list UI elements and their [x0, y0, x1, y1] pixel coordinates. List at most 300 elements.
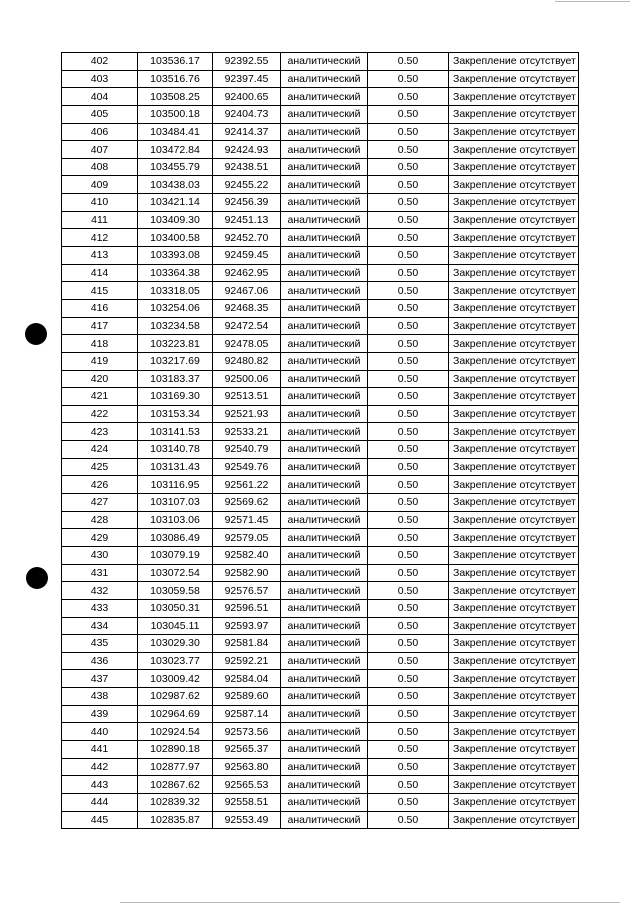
point-number-cell: 427 [62, 494, 138, 512]
y-coordinate-cell: 92553.49 [213, 811, 281, 829]
method-cell: аналитический [281, 317, 368, 335]
y-coordinate-cell: 92571.45 [213, 511, 281, 529]
punch-hole-mark [26, 567, 48, 589]
table-row [62, 458, 579, 476]
x-coordinate-cell: 103079.19 [138, 546, 213, 564]
point-number-cell: 433 [62, 599, 138, 617]
x-coordinate-cell: 103023.77 [138, 652, 213, 670]
error-cell: 0.50 [368, 793, 449, 811]
table-row [62, 494, 579, 512]
point-number-cell: 408 [62, 158, 138, 176]
table-row [62, 388, 579, 406]
y-coordinate-cell: 92589.60 [213, 688, 281, 706]
fixation-cell: Закрепление отсутствует [449, 247, 579, 265]
x-coordinate-cell: 103318.05 [138, 282, 213, 300]
y-coordinate-cell: 92513.51 [213, 388, 281, 406]
x-coordinate-cell: 103169.30 [138, 388, 213, 406]
point-number-cell: 434 [62, 617, 138, 635]
fixation-cell: Закрепление отсутствует [449, 352, 579, 370]
x-coordinate-cell: 103141.53 [138, 423, 213, 441]
error-cell: 0.50 [368, 388, 449, 406]
table-row [62, 564, 579, 582]
error-cell: 0.50 [368, 705, 449, 723]
point-number-cell: 418 [62, 335, 138, 353]
y-coordinate-cell: 92478.05 [213, 335, 281, 353]
y-coordinate-cell: 92472.54 [213, 317, 281, 335]
error-cell: 0.50 [368, 546, 449, 564]
y-coordinate-cell: 92404.73 [213, 105, 281, 123]
y-coordinate-cell: 92500.06 [213, 370, 281, 388]
fixation-cell: Закрепление отсутствует [449, 529, 579, 547]
method-cell: аналитический [281, 105, 368, 123]
error-cell: 0.50 [368, 458, 449, 476]
y-coordinate-cell: 92584.04 [213, 670, 281, 688]
y-coordinate-cell: 92587.14 [213, 705, 281, 723]
method-cell: аналитический [281, 811, 368, 829]
fixation-cell: Закрепление отсутствует [449, 211, 579, 229]
point-number-cell: 402 [62, 53, 138, 71]
error-cell: 0.50 [368, 176, 449, 194]
y-coordinate-cell: 92438.51 [213, 158, 281, 176]
method-cell: аналитический [281, 53, 368, 71]
y-coordinate-cell: 92565.53 [213, 776, 281, 794]
point-number-cell: 410 [62, 194, 138, 212]
method-cell: аналитический [281, 88, 368, 106]
x-coordinate-cell: 103536.17 [138, 53, 213, 71]
punch-hole-mark [25, 323, 47, 345]
point-number-cell: 425 [62, 458, 138, 476]
point-number-cell: 440 [62, 723, 138, 741]
fixation-cell: Закрепление отсутствует [449, 405, 579, 423]
x-coordinate-cell: 103455.79 [138, 158, 213, 176]
point-number-cell: 419 [62, 352, 138, 370]
y-coordinate-cell: 92563.80 [213, 758, 281, 776]
y-coordinate-cell: 92549.76 [213, 458, 281, 476]
fixation-cell: Закрепление отсутствует [449, 335, 579, 353]
error-cell: 0.50 [368, 564, 449, 582]
table-row [62, 88, 579, 106]
error-cell: 0.50 [368, 529, 449, 547]
method-cell: аналитический [281, 458, 368, 476]
x-coordinate-cell: 103140.78 [138, 441, 213, 459]
fixation-cell: Закрепление отсутствует [449, 458, 579, 476]
method-cell: аналитический [281, 123, 368, 141]
y-coordinate-cell: 92400.65 [213, 88, 281, 106]
method-cell: аналитический [281, 582, 368, 600]
coordinates-table [61, 52, 579, 829]
method-cell: аналитический [281, 546, 368, 564]
y-coordinate-cell: 92397.45 [213, 70, 281, 88]
x-coordinate-cell: 102867.62 [138, 776, 213, 794]
method-cell: аналитический [281, 352, 368, 370]
x-coordinate-cell: 103103.06 [138, 511, 213, 529]
error-cell: 0.50 [368, 441, 449, 459]
fixation-cell: Закрепление отсутствует [449, 423, 579, 441]
table-row [62, 511, 579, 529]
method-cell: аналитический [281, 70, 368, 88]
error-cell: 0.50 [368, 335, 449, 353]
point-number-cell: 444 [62, 793, 138, 811]
method-cell: аналитический [281, 494, 368, 512]
error-cell: 0.50 [368, 405, 449, 423]
x-coordinate-cell: 103116.95 [138, 476, 213, 494]
y-coordinate-cell: 92569.62 [213, 494, 281, 512]
table-row [62, 123, 579, 141]
error-cell: 0.50 [368, 105, 449, 123]
fixation-cell: Закрепление отсутствует [449, 546, 579, 564]
x-coordinate-cell: 103484.41 [138, 123, 213, 141]
table-row [62, 635, 579, 653]
error-cell: 0.50 [368, 776, 449, 794]
fixation-cell: Закрепление отсутствует [449, 282, 579, 300]
y-coordinate-cell: 92468.35 [213, 299, 281, 317]
top-edge-line [555, 1, 630, 2]
fixation-cell: Закрепление отсутствует [449, 617, 579, 635]
table-row [62, 758, 579, 776]
table-row [62, 688, 579, 706]
method-cell: аналитический [281, 423, 368, 441]
y-coordinate-cell: 92459.45 [213, 247, 281, 265]
fixation-cell: Закрепление отсутствует [449, 582, 579, 600]
point-number-cell: 445 [62, 811, 138, 829]
method-cell: аналитический [281, 405, 368, 423]
x-coordinate-cell: 103223.81 [138, 335, 213, 353]
table-row [62, 194, 579, 212]
fixation-cell: Закрепление отсутствует [449, 688, 579, 706]
point-number-cell: 406 [62, 123, 138, 141]
fixation-cell: Закрепление отсутствует [449, 88, 579, 106]
point-number-cell: 442 [62, 758, 138, 776]
y-coordinate-cell: 92424.93 [213, 141, 281, 159]
x-coordinate-cell: 103107.03 [138, 494, 213, 512]
x-coordinate-cell: 103072.54 [138, 564, 213, 582]
method-cell: аналитический [281, 617, 368, 635]
table-row [62, 211, 579, 229]
error-cell: 0.50 [368, 617, 449, 635]
table-row [62, 811, 579, 829]
method-cell: аналитический [281, 211, 368, 229]
table-row [62, 582, 579, 600]
error-cell: 0.50 [368, 599, 449, 617]
table-row [62, 740, 579, 758]
method-cell: аналитический [281, 388, 368, 406]
table-row [62, 176, 579, 194]
x-coordinate-cell: 103086.49 [138, 529, 213, 547]
x-coordinate-cell: 103183.37 [138, 370, 213, 388]
fixation-cell: Закрепление отсутствует [449, 793, 579, 811]
method-cell: аналитический [281, 441, 368, 459]
y-coordinate-cell: 92480.82 [213, 352, 281, 370]
point-number-cell: 403 [62, 70, 138, 88]
fixation-cell: Закрепление отсутствует [449, 776, 579, 794]
x-coordinate-cell: 103131.43 [138, 458, 213, 476]
method-cell: аналитический [281, 723, 368, 741]
table-row [62, 141, 579, 159]
y-coordinate-cell: 92573.56 [213, 723, 281, 741]
x-coordinate-cell: 102890.18 [138, 740, 213, 758]
fixation-cell: Закрепление отсутствует [449, 758, 579, 776]
x-coordinate-cell: 103009.42 [138, 670, 213, 688]
table-row [62, 317, 579, 335]
error-cell: 0.50 [368, 141, 449, 159]
error-cell: 0.50 [368, 494, 449, 512]
method-cell: аналитический [281, 599, 368, 617]
method-cell: аналитический [281, 740, 368, 758]
point-number-cell: 412 [62, 229, 138, 247]
x-coordinate-cell: 103438.03 [138, 176, 213, 194]
y-coordinate-cell: 92596.51 [213, 599, 281, 617]
table-row [62, 423, 579, 441]
table-row [62, 723, 579, 741]
table-row [62, 617, 579, 635]
error-cell: 0.50 [368, 70, 449, 88]
bottom-edge-line [120, 902, 620, 903]
point-number-cell: 415 [62, 282, 138, 300]
table-row [62, 229, 579, 247]
error-cell: 0.50 [368, 758, 449, 776]
method-cell: аналитический [281, 529, 368, 547]
method-cell: аналитический [281, 635, 368, 653]
fixation-cell: Закрепление отсутствует [449, 635, 579, 653]
fixation-cell: Закрепление отсутствует [449, 317, 579, 335]
point-number-cell: 429 [62, 529, 138, 547]
method-cell: аналитический [281, 758, 368, 776]
x-coordinate-cell: 103045.11 [138, 617, 213, 635]
method-cell: аналитический [281, 705, 368, 723]
fixation-cell: Закрепление отсутствует [449, 476, 579, 494]
table-row [62, 652, 579, 670]
table-row [62, 299, 579, 317]
fixation-cell: Закрепление отсутствует [449, 299, 579, 317]
y-coordinate-cell: 92593.97 [213, 617, 281, 635]
table-row [62, 352, 579, 370]
fixation-cell: Закрепление отсутствует [449, 652, 579, 670]
y-coordinate-cell: 92592.21 [213, 652, 281, 670]
point-number-cell: 423 [62, 423, 138, 441]
y-coordinate-cell: 92565.37 [213, 740, 281, 758]
method-cell: аналитический [281, 264, 368, 282]
point-number-cell: 426 [62, 476, 138, 494]
table-row [62, 370, 579, 388]
point-number-cell: 405 [62, 105, 138, 123]
method-cell: аналитический [281, 141, 368, 159]
error-cell: 0.50 [368, 299, 449, 317]
point-number-cell: 431 [62, 564, 138, 582]
point-number-cell: 417 [62, 317, 138, 335]
point-number-cell: 407 [62, 141, 138, 159]
y-coordinate-cell: 92540.79 [213, 441, 281, 459]
error-cell: 0.50 [368, 723, 449, 741]
error-cell: 0.50 [368, 582, 449, 600]
table-row [62, 53, 579, 71]
fixation-cell: Закрепление отсутствует [449, 158, 579, 176]
point-number-cell: 435 [62, 635, 138, 653]
x-coordinate-cell: 103234.58 [138, 317, 213, 335]
fixation-cell: Закрепление отсутствует [449, 441, 579, 459]
x-coordinate-cell: 103050.31 [138, 599, 213, 617]
x-coordinate-cell: 103421.14 [138, 194, 213, 212]
fixation-cell: Закрепление отсутствует [449, 105, 579, 123]
error-cell: 0.50 [368, 158, 449, 176]
table-row [62, 793, 579, 811]
coordinates-table-body [62, 53, 579, 829]
error-cell: 0.50 [368, 317, 449, 335]
y-coordinate-cell: 92581.84 [213, 635, 281, 653]
table-row [62, 670, 579, 688]
method-cell: аналитический [281, 158, 368, 176]
y-coordinate-cell: 92533.21 [213, 423, 281, 441]
method-cell: аналитический [281, 652, 368, 670]
point-number-cell: 404 [62, 88, 138, 106]
error-cell: 0.50 [368, 511, 449, 529]
error-cell: 0.50 [368, 264, 449, 282]
fixation-cell: Закрепление отсутствует [449, 723, 579, 741]
table-row [62, 105, 579, 123]
point-number-cell: 409 [62, 176, 138, 194]
x-coordinate-cell: 103059.58 [138, 582, 213, 600]
x-coordinate-cell: 103409.30 [138, 211, 213, 229]
fixation-cell: Закрепление отсутствует [449, 705, 579, 723]
error-cell: 0.50 [368, 53, 449, 71]
x-coordinate-cell: 102839.32 [138, 793, 213, 811]
table-row [62, 529, 579, 547]
y-coordinate-cell: 92392.55 [213, 53, 281, 71]
table-row [62, 282, 579, 300]
x-coordinate-cell: 103254.06 [138, 299, 213, 317]
error-cell: 0.50 [368, 282, 449, 300]
error-cell: 0.50 [368, 670, 449, 688]
point-number-cell: 420 [62, 370, 138, 388]
table-row [62, 264, 579, 282]
fixation-cell: Закрепление отсутствует [449, 388, 579, 406]
point-number-cell: 439 [62, 705, 138, 723]
fixation-cell: Закрепление отсутствует [449, 811, 579, 829]
x-coordinate-cell: 102964.69 [138, 705, 213, 723]
x-coordinate-cell: 103508.25 [138, 88, 213, 106]
method-cell: аналитический [281, 564, 368, 582]
point-number-cell: 413 [62, 247, 138, 265]
error-cell: 0.50 [368, 635, 449, 653]
table-row [62, 70, 579, 88]
fixation-cell: Закрепление отсутствует [449, 53, 579, 71]
point-number-cell: 438 [62, 688, 138, 706]
x-coordinate-cell: 102877.97 [138, 758, 213, 776]
table-row [62, 158, 579, 176]
table-row [62, 599, 579, 617]
method-cell: аналитический [281, 247, 368, 265]
x-coordinate-cell: 103500.18 [138, 105, 213, 123]
x-coordinate-cell: 103029.30 [138, 635, 213, 653]
y-coordinate-cell: 92582.90 [213, 564, 281, 582]
error-cell: 0.50 [368, 370, 449, 388]
x-coordinate-cell: 102924.54 [138, 723, 213, 741]
x-coordinate-cell: 103217.69 [138, 352, 213, 370]
fixation-cell: Закрепление отсутствует [449, 176, 579, 194]
y-coordinate-cell: 92521.93 [213, 405, 281, 423]
error-cell: 0.50 [368, 88, 449, 106]
method-cell: аналитический [281, 282, 368, 300]
y-coordinate-cell: 92452.70 [213, 229, 281, 247]
y-coordinate-cell: 92456.39 [213, 194, 281, 212]
point-number-cell: 414 [62, 264, 138, 282]
fixation-cell: Закрепление отсутствует [449, 194, 579, 212]
fixation-cell: Закрепление отсутствует [449, 740, 579, 758]
x-coordinate-cell: 103472.84 [138, 141, 213, 159]
method-cell: аналитический [281, 299, 368, 317]
method-cell: аналитический [281, 194, 368, 212]
method-cell: аналитический [281, 370, 368, 388]
y-coordinate-cell: 92455.22 [213, 176, 281, 194]
fixation-cell: Закрепление отсутствует [449, 70, 579, 88]
y-coordinate-cell: 92462.95 [213, 264, 281, 282]
x-coordinate-cell: 103364.38 [138, 264, 213, 282]
method-cell: аналитический [281, 176, 368, 194]
table-row [62, 405, 579, 423]
point-number-cell: 443 [62, 776, 138, 794]
point-number-cell: 411 [62, 211, 138, 229]
x-coordinate-cell: 103393.08 [138, 247, 213, 265]
y-coordinate-cell: 92576.57 [213, 582, 281, 600]
error-cell: 0.50 [368, 229, 449, 247]
y-coordinate-cell: 92561.22 [213, 476, 281, 494]
point-number-cell: 421 [62, 388, 138, 406]
fixation-cell: Закрепление отсутствует [449, 599, 579, 617]
method-cell: аналитический [281, 670, 368, 688]
error-cell: 0.50 [368, 652, 449, 670]
point-number-cell: 436 [62, 652, 138, 670]
y-coordinate-cell: 92467.06 [213, 282, 281, 300]
fixation-cell: Закрепление отсутствует [449, 370, 579, 388]
y-coordinate-cell: 92582.40 [213, 546, 281, 564]
fixation-cell: Закрепление отсутствует [449, 141, 579, 159]
error-cell: 0.50 [368, 688, 449, 706]
method-cell: аналитический [281, 688, 368, 706]
y-coordinate-cell: 92414.37 [213, 123, 281, 141]
table-row [62, 441, 579, 459]
fixation-cell: Закрепление отсутствует [449, 564, 579, 582]
fixation-cell: Закрепление отсутствует [449, 123, 579, 141]
fixation-cell: Закрепление отсутствует [449, 264, 579, 282]
y-coordinate-cell: 92579.05 [213, 529, 281, 547]
y-coordinate-cell: 92451.13 [213, 211, 281, 229]
point-number-cell: 416 [62, 299, 138, 317]
point-number-cell: 430 [62, 546, 138, 564]
error-cell: 0.50 [368, 194, 449, 212]
error-cell: 0.50 [368, 811, 449, 829]
x-coordinate-cell: 103153.34 [138, 405, 213, 423]
x-coordinate-cell: 103400.58 [138, 229, 213, 247]
fixation-cell: Закрепление отсутствует [449, 494, 579, 512]
x-coordinate-cell: 102987.62 [138, 688, 213, 706]
method-cell: аналитический [281, 776, 368, 794]
fixation-cell: Закрепление отсутствует [449, 670, 579, 688]
error-cell: 0.50 [368, 740, 449, 758]
x-coordinate-cell: 102835.87 [138, 811, 213, 829]
method-cell: аналитический [281, 511, 368, 529]
error-cell: 0.50 [368, 352, 449, 370]
method-cell: аналитический [281, 229, 368, 247]
x-coordinate-cell: 103516.76 [138, 70, 213, 88]
method-cell: аналитический [281, 476, 368, 494]
error-cell: 0.50 [368, 423, 449, 441]
table-row [62, 335, 579, 353]
table-row [62, 476, 579, 494]
method-cell: аналитический [281, 793, 368, 811]
point-number-cell: 424 [62, 441, 138, 459]
point-number-cell: 437 [62, 670, 138, 688]
point-number-cell: 422 [62, 405, 138, 423]
error-cell: 0.50 [368, 123, 449, 141]
